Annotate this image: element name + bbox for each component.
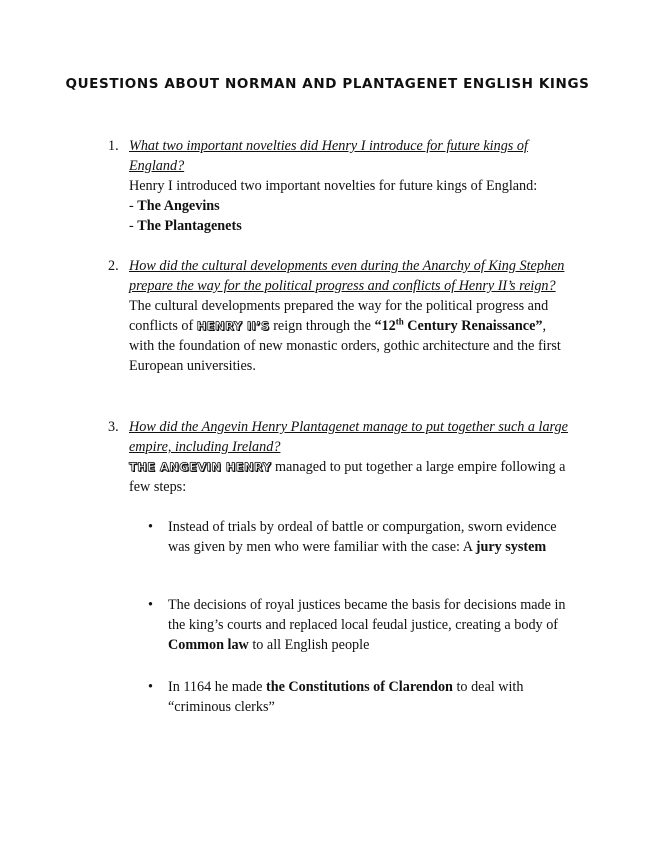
- answer-part: , with the foundation of new monastic orders, gothic architecture and the first European universities.: [129, 318, 561, 374]
- bullet-item: • In 1164 he made the Constitutions of Clarendon to deal with “criminous clerks”: [148, 679, 524, 715]
- dash: -: [129, 198, 138, 214]
- bullet-icon: •: [148, 679, 153, 695]
- answer-bold: jury system: [475, 539, 547, 555]
- question-text: How did the cultural developments even during the Anarchy of King Stephen prepare the way for the political progress and conflicts of Henry II’s reign?: [129, 258, 565, 294]
- answer-text: Henry I introduced two important novelties for future kings of England:: [129, 178, 538, 194]
- answer-text: [129, 296, 568, 376]
- question-number: 1.: [108, 138, 119, 154]
- question-number: 3.: [108, 419, 119, 435]
- bullet-item: • The decisions of royal justices became the basis for decisions made in the king’s courts and replaced local feudal justice, creating a body of Common law to all English people: [148, 597, 566, 653]
- answer-part: The cultural developments prepared the way for the political progress and conflicts of: [129, 298, 549, 334]
- decorative-name: THE ANGEVIN HENRY: [129, 460, 272, 474]
- answer-text: [129, 457, 568, 497]
- decorative-name: HENRY II’S: [196, 319, 270, 333]
- answer-item: [129, 216, 568, 236]
- question-1: [108, 136, 568, 236]
- page-title: QUESTIONS ABOUT NORMAN AND PLANTAGENET ENGLISH KINGS: [65, 76, 590, 92]
- question-2: [108, 256, 568, 376]
- answer-item-label: The Angevins: [137, 198, 220, 214]
- answer-item: [129, 196, 568, 216]
- question-3: [108, 417, 568, 497]
- answer-item-label: The Plantagenets: [137, 218, 242, 234]
- dash: -: [129, 218, 138, 234]
- question-text: How did the Angevin Henry Plantagenet manage to put together such a large empire, including Ireland?: [129, 419, 568, 455]
- bullet-icon: •: [148, 519, 153, 535]
- answer-part: managed to put together a large empire following a few steps:: [129, 459, 566, 495]
- bullet-icon: •: [148, 597, 153, 613]
- answer-bold: the Constitutions of Clarendon: [265, 679, 453, 695]
- answer-bold: “12th Century Renaissance”: [374, 316, 543, 334]
- question-text: What two important novelties did Henry I introduce for future kings of England?: [129, 138, 528, 174]
- answer-bold: Common law: [168, 637, 249, 653]
- bullet-item: • Instead of trials by ordeal of battle or compurgation, sworn evidence was given by men who were familiar with the case: A jury system: [148, 519, 557, 555]
- answer-part: reign through the: [273, 318, 371, 334]
- question-number: 2.: [108, 258, 119, 274]
